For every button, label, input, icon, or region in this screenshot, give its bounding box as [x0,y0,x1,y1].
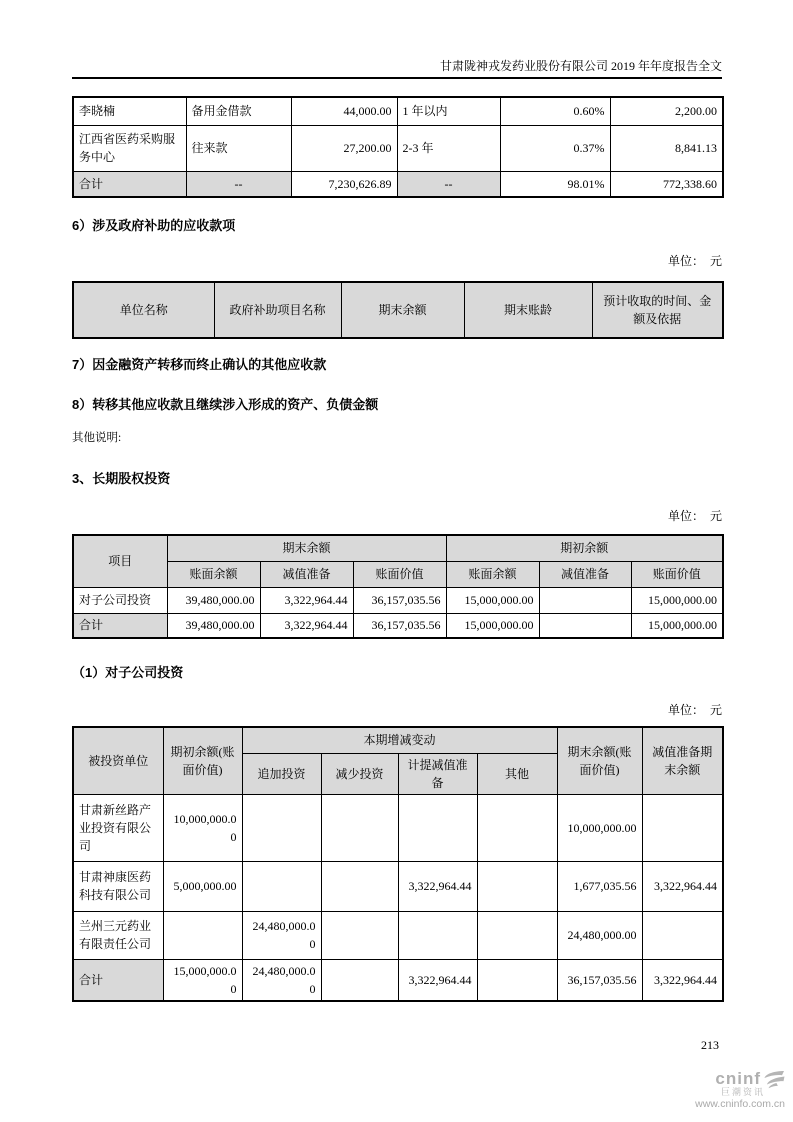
table-cell: 0.37% [500,125,610,171]
table-cell: 甘肃新丝路产业投资有限公司 [73,794,163,861]
table-cell [321,794,398,861]
table-row [73,794,723,861]
section-heading-7: 7）因金融资产转移而终止确认的其他应收款 [72,357,327,372]
table-cell: 李晓楠 [73,97,186,125]
header-cell: 账面价值 [353,561,446,587]
header-cell: 本期增减变动 [242,727,557,753]
header-cell: 项目 [73,535,167,587]
header-cell: 减值准备期末余额 [642,727,723,794]
header-cell: 期初余额(账面价值) [163,727,242,794]
table-cell [642,911,723,959]
table-cell: 合计 [73,171,186,197]
table-cell: 10,000,000.00 [557,794,642,861]
section-heading-8: 8）转移其他应收款且继续涉入形成的资产、负债金额 [72,397,379,412]
header-cell: 期末账龄 [464,282,592,338]
table-row [73,861,723,911]
header-cell: 被投资单位 [73,727,163,794]
header-cell: 减少投资 [321,753,398,794]
table-header-row [73,282,723,338]
table-cell [321,959,398,1001]
table-cell: 2-3 年 [397,125,500,171]
section-heading-6: 6）涉及政府补助的应收款项 [72,218,236,233]
table-cell: 对子公司投资 [73,587,167,613]
header-cell: 账面余额 [167,561,260,587]
table-cell: 7,230,626.89 [291,171,397,197]
table-row [73,125,723,171]
table-cell [539,613,631,638]
table-cell [477,959,557,1001]
table-row-total [73,959,723,1001]
table-cell: 24,480,000.00 [557,911,642,959]
table-cell: 备用金借款 [186,97,291,125]
table-cell: 3,322,964.44 [398,959,477,1001]
long-term-equity-table [72,534,724,639]
header-cell: 政府补助项目名称 [214,282,341,338]
cninfo-watermark [695,1070,785,1110]
table-cell: 往来款 [186,125,291,171]
table-cell [477,861,557,911]
table-cell: 10,000,000.00 [163,794,242,861]
table-cell [398,794,477,861]
table-cell: 24,480,000.00 [242,959,321,1001]
cninfo-logo-icon [763,1070,785,1089]
table-cell: 5,000,000.00 [163,861,242,911]
table-cell: 39,480,000.00 [167,613,260,638]
table-cell: 772,338.60 [610,171,723,197]
table-cell: 15,000,000.00 [163,959,242,1001]
table-cell [398,911,477,959]
document-header-title: 甘肃陇神戎发药业股份有限公司 2019 年年度报告全文 [72,0,722,79]
table-cell: 3,322,964.44 [260,587,353,613]
header-cell: 期初余额 [446,535,723,561]
section-heading-3-1: （1）对子公司投资 [72,665,184,680]
table-cell [321,911,398,959]
table-cell: -- [397,171,500,197]
table-cell: -- [186,171,291,197]
page-number: 213 [701,1038,719,1052]
table-cell: 15,000,000.00 [631,613,723,638]
header-cell: 期末余额 [341,282,464,338]
table-cell: 15,000,000.00 [631,587,723,613]
table-cell [242,794,321,861]
table-cell: 36,157,035.56 [353,613,446,638]
table-header-row [73,535,723,561]
table-row [73,911,723,959]
unit-label: 单位： 元 [667,509,722,523]
table-cell [539,587,631,613]
table-cell [642,794,723,861]
header-cell: 其他 [477,753,557,794]
cninfo-brand-cn: 巨潮资讯 [720,1087,765,1097]
table-cell: 1,677,035.56 [557,861,642,911]
table-cell: 39,480,000.00 [167,587,260,613]
table-cell: 36,157,035.56 [353,587,446,613]
table-cell: 合计 [73,613,167,638]
table-row [73,97,723,125]
table-header-row [73,561,723,587]
unit-label: 单位： 元 [667,703,722,717]
table-cell: 2,200.00 [610,97,723,125]
other-receivables-summary-table [72,96,724,198]
table-cell [163,911,242,959]
table-cell: 98.01% [500,171,610,197]
header-cell: 账面余额 [446,561,539,587]
header-cell: 减值准备 [260,561,353,587]
section-heading-3: 3、长期股权投资 [72,471,171,486]
cninfo-url: www.cninfo.com.cn [695,1097,785,1110]
table-cell: 44,000.00 [291,97,397,125]
table-cell [477,794,557,861]
table-cell [321,861,398,911]
header-cell: 减值准备 [539,561,631,587]
table-cell: 合计 [73,959,163,1001]
table-cell: 15,000,000.00 [446,613,539,638]
subsidiary-investment-table [72,726,724,1002]
header-cell: 追加投资 [242,753,321,794]
cninfo-brand-text: cninf [715,1069,761,1089]
table-cell: 8,841.13 [610,125,723,171]
table-cell: 江西省医药采购服务中心 [73,125,186,171]
table-cell: 27,200.00 [291,125,397,171]
table-row-total [73,613,723,638]
table-header-row [73,727,723,753]
header-cell: 期末余额(账面价值) [557,727,642,794]
table-cell: 3,322,964.44 [642,959,723,1001]
subsidy-receivables-table [72,281,724,339]
table-cell: 24,480,000.00 [242,911,321,959]
table-cell: 兰州三元药业有限责任公司 [73,911,163,959]
table-cell: 1 年以内 [397,97,500,125]
table-cell [477,911,557,959]
table-cell: 3,322,964.44 [398,861,477,911]
table-cell: 3,322,964.44 [642,861,723,911]
table-cell: 36,157,035.56 [557,959,642,1001]
table-cell [242,861,321,911]
header-cell: 预计收取的时间、金额及依据 [592,282,723,338]
header-cell: 单位名称 [73,282,214,338]
unit-label: 单位： 元 [667,254,722,268]
table-row [73,587,723,613]
other-note: 其他说明: [72,432,122,444]
table-cell: 3,322,964.44 [260,613,353,638]
table-cell: 15,000,000.00 [446,587,539,613]
header-cell: 期末余额 [167,535,446,561]
table-cell: 0.60% [500,97,610,125]
table-row-total [73,171,723,197]
header-cell: 账面价值 [631,561,723,587]
table-cell: 甘肃神康医药科技有限公司 [73,861,163,911]
header-cell: 计提减值准备 [398,753,477,794]
